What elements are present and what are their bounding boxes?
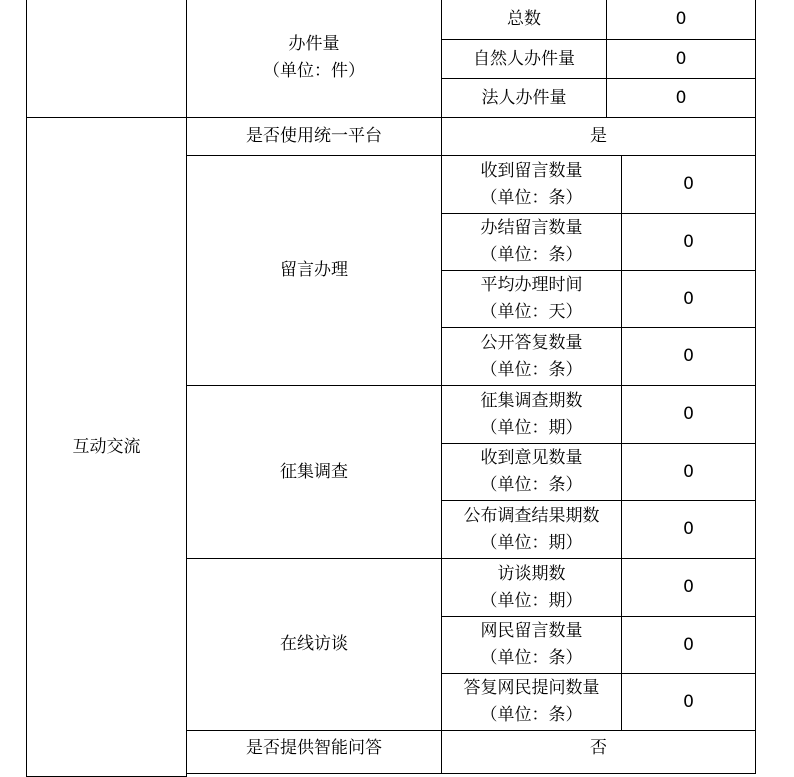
- row-label-text: 访谈期数: [497, 563, 566, 584]
- messages-label: 留言办理: [186, 155, 442, 386]
- interviews-row-periods-label: [441, 558, 622, 617]
- row-label-text: 收到意见数量: [480, 448, 583, 468]
- row-unit-text: （单位：条）: [480, 359, 583, 380]
- survey-row-opinions-value: 0: [621, 443, 756, 501]
- handling-volume-title: 办件量: [288, 34, 340, 54]
- survey-row-results-value: 0: [621, 500, 756, 559]
- unified-platform-value: 是: [441, 117, 756, 156]
- row-label-text: 征集调查期数: [480, 390, 583, 411]
- unified-platform-label: 是否使用统一平台: [186, 117, 442, 156]
- smart-qa-value: 否: [441, 730, 756, 774]
- messages-row-received-label: [441, 155, 622, 214]
- handling-volume-unit: （单位：件）: [263, 61, 365, 81]
- survey-row-periods-label: [441, 385, 622, 444]
- interaction-label: 互动交流: [26, 117, 187, 777]
- interviews-row-messages-value: 0: [621, 616, 756, 674]
- interviews-row-periods-value: 0: [621, 558, 756, 617]
- natural-person-value: 0: [606, 39, 756, 79]
- messages-row-closed-label: [441, 213, 622, 271]
- survey-row-periods-value: 0: [621, 385, 756, 444]
- interviews-label: 在线访谈: [186, 558, 442, 731]
- row-unit-text: （单位：期）: [480, 590, 583, 611]
- messages-row-avg-time-label: [441, 270, 622, 328]
- row-unit-text: （单位：期）: [480, 532, 583, 553]
- row-label-text: 平均办理时间: [480, 275, 583, 295]
- row-label-text: 收到留言数量: [480, 160, 583, 181]
- handling-volume-label: [186, 0, 442, 118]
- interviews-row-messages-label: [441, 616, 622, 674]
- survey-label: 征集调查: [186, 385, 442, 559]
- messages-row-public-reply-label: [441, 327, 622, 386]
- messages-row-avg-time-value: 0: [621, 270, 756, 328]
- messages-row-received-value: 0: [621, 155, 756, 214]
- legal-person-label: 法人办件量: [441, 78, 607, 118]
- smart-qa-label: 是否提供智能问答: [186, 730, 442, 774]
- survey-row-results-label: [441, 500, 622, 559]
- row-unit-text: （单位：期）: [480, 417, 583, 438]
- survey-row-opinions-label: [441, 443, 622, 501]
- messages-row-public-reply-value: 0: [621, 327, 756, 386]
- row-unit-text: （单位：天）: [480, 302, 583, 322]
- row-unit-text: （单位：条）: [480, 187, 583, 208]
- row-label-text: 公布调查结果期数: [463, 505, 600, 526]
- interviews-row-replies-label: [441, 673, 622, 731]
- total-value: 0: [606, 0, 756, 40]
- row-unit-text: （单位：条）: [480, 648, 583, 668]
- row-label-text: 网民留言数量: [480, 621, 583, 641]
- natural-person-label: 自然人办件量: [441, 39, 607, 79]
- legal-person-value: 0: [606, 78, 756, 118]
- row-unit-text: （单位：条）: [480, 475, 583, 495]
- interviews-row-replies-value: 0: [621, 673, 756, 731]
- row-label-text: 答复网民提问数量: [463, 678, 600, 698]
- row-unit-text: （单位：条）: [480, 245, 583, 265]
- row-label-text: 公开答复数量: [480, 332, 583, 353]
- total-label: 总数: [441, 0, 607, 40]
- messages-row-closed-value: 0: [621, 213, 756, 271]
- row-unit-text: （单位：条）: [480, 705, 583, 725]
- row-label-text: 办结留言数量: [480, 218, 583, 238]
- left-blank-cell: [26, 0, 187, 118]
